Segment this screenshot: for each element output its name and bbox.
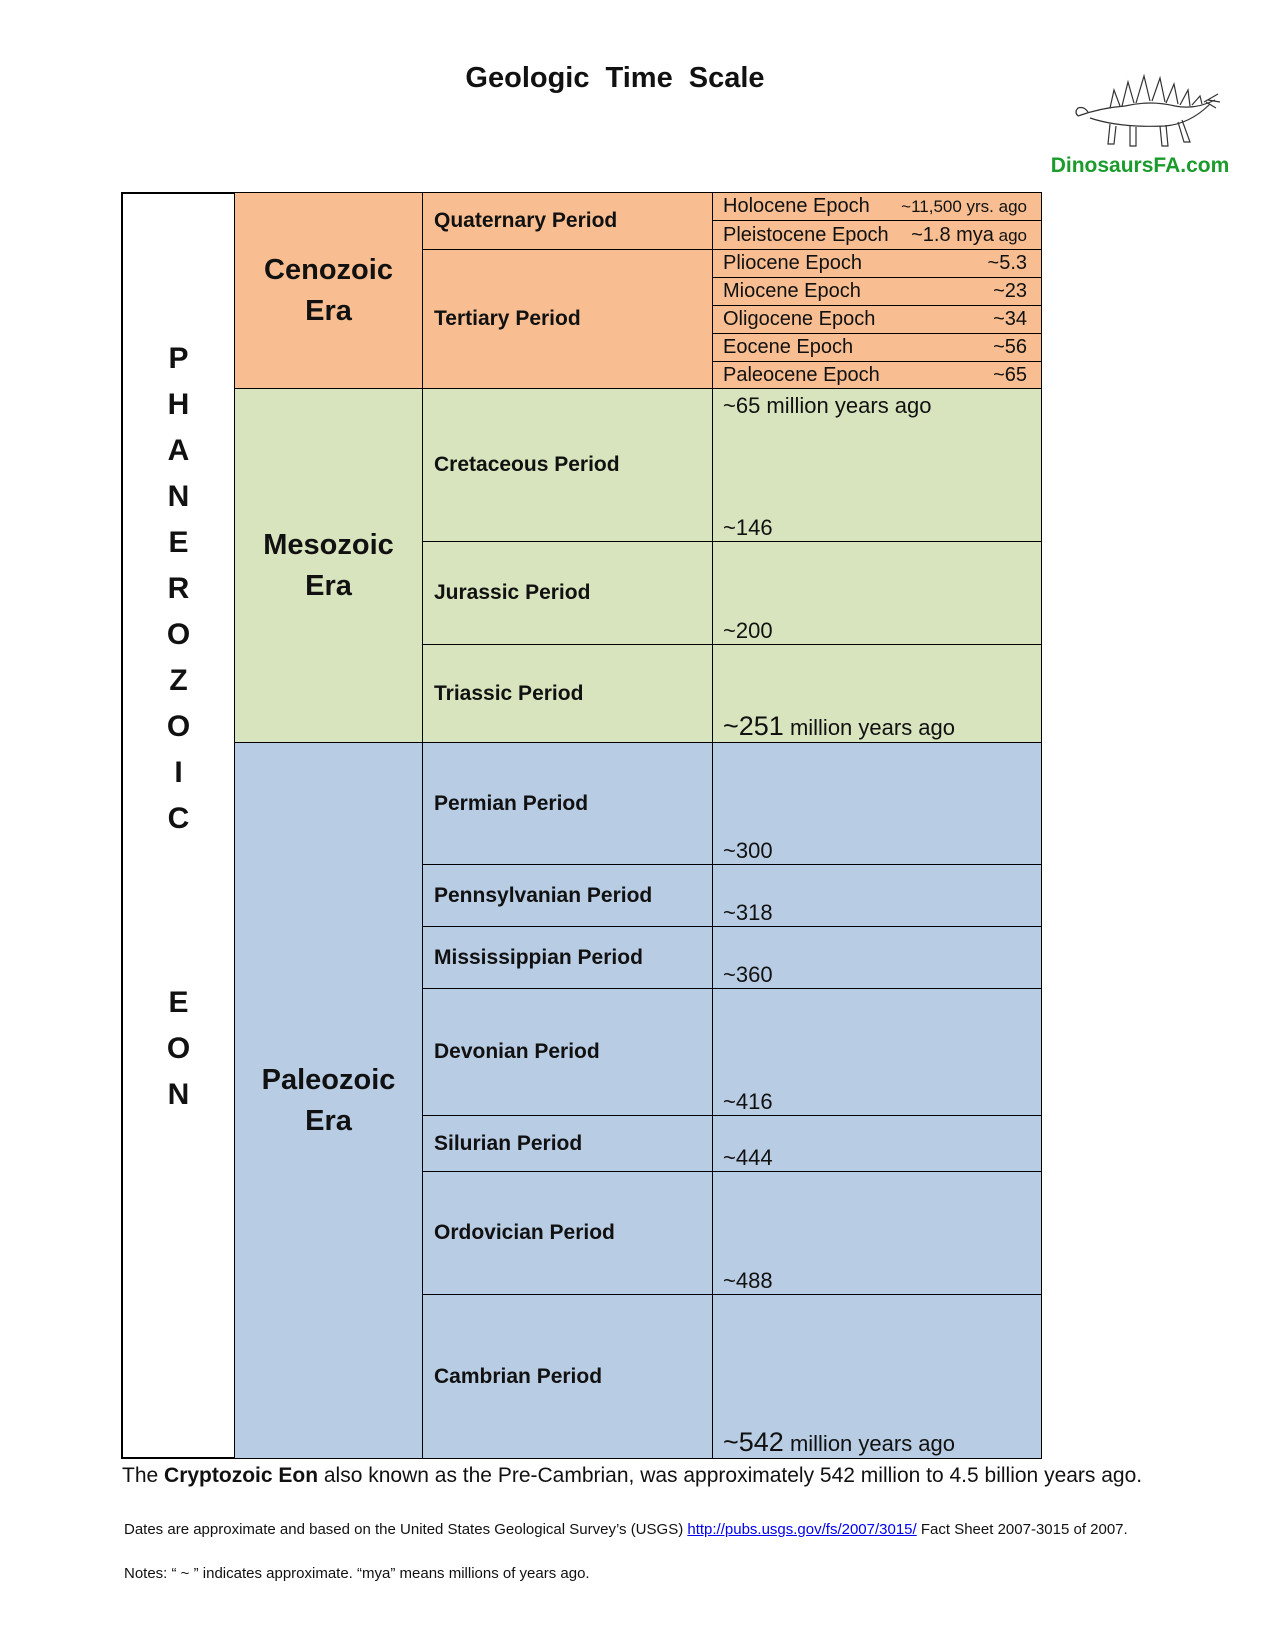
- eon-letter: N: [167, 1078, 190, 1111]
- period-triassic: Triassic Period: [422, 644, 713, 743]
- date-cretaceous: [712, 388, 1042, 542]
- date-pennsylvanian: [712, 864, 1042, 927]
- period-quaternary: Quaternary Period: [422, 192, 713, 250]
- epoch-miocene: [712, 277, 1042, 306]
- era-name: Paleozoic: [261, 1063, 396, 1096]
- date-bottom: ~146: [723, 515, 773, 540]
- era-cenozoic: [234, 192, 423, 389]
- date-bottom: ~542 million years ago: [723, 1427, 956, 1457]
- eon-letter: N: [167, 480, 190, 513]
- logo-text: DinosaursFA.com: [1050, 154, 1230, 177]
- date-jurassic: [712, 541, 1042, 645]
- logo[interactable]: [1050, 72, 1230, 182]
- epoch-age: ~23: [993, 280, 1027, 302]
- date-bottom: ~444: [723, 1145, 773, 1170]
- epoch-holocene: [712, 192, 1042, 221]
- eon-letter: Z: [169, 664, 188, 697]
- epoch-paleocene: [712, 361, 1042, 389]
- epoch-pliocene: [712, 249, 1042, 278]
- period-pennsylvanian: Pennsylvanian Period: [422, 864, 713, 927]
- date-bottom: ~488: [723, 1268, 773, 1293]
- epoch-age: ~34: [993, 308, 1027, 330]
- eon-letter: [123, 934, 234, 980]
- stegosaurus-icon: [1070, 72, 1220, 152]
- date-bottom: ~300: [723, 838, 773, 863]
- period-mississippian: Mississippian Period: [422, 926, 713, 989]
- epoch-name: Oligocene Epoch: [723, 308, 876, 330]
- period-cambrian: Cambrian Period: [422, 1294, 713, 1459]
- cryptozoic-note: The Cryptozoic Eon also known as the Pre-Cambrian, was approximately 542 million to 4.5 billion years ago.: [122, 1464, 1143, 1487]
- eon-letter: R: [167, 572, 190, 605]
- eon-letter: [123, 842, 234, 888]
- eon-letter: E: [168, 986, 189, 1019]
- cryptozoic-eon-term: Cryptozoic Eon: [164, 1464, 319, 1487]
- period-jurassic: Jurassic Period: [422, 541, 713, 645]
- epoch-age: ~5.3: [987, 252, 1027, 274]
- epoch-age: ~65: [993, 363, 1027, 386]
- era-name: Cenozoic: [264, 253, 393, 286]
- epoch-name: Pliocene Epoch: [723, 252, 862, 274]
- date-bottom: ~416: [723, 1089, 773, 1114]
- epoch-name: Miocene Epoch: [723, 280, 861, 302]
- eon-letter: I: [174, 756, 183, 789]
- period-silurian: Silurian Period: [422, 1115, 713, 1172]
- eon-letter: C: [167, 802, 190, 835]
- eon-letter: [123, 888, 234, 934]
- epoch-name: Holocene Epoch: [723, 195, 870, 217]
- epoch-name: Paleocene Epoch: [723, 363, 880, 386]
- eon-letter: O: [166, 710, 191, 743]
- date-bottom: ~360: [723, 962, 773, 987]
- epoch-eocene: [712, 333, 1042, 362]
- era-paleozoic: [234, 742, 423, 1459]
- eon-column: [121, 192, 236, 1459]
- date-bottom: ~251 million years ago: [723, 711, 956, 741]
- period-cretaceous: Cretaceous Period: [422, 388, 713, 542]
- date-cambrian: [712, 1294, 1042, 1459]
- era-suffix: Era: [305, 294, 352, 327]
- period-tertiary: Tertiary Period: [422, 249, 713, 389]
- era-mesozoic: [234, 388, 423, 743]
- source-footnote: Dates are approximate and based on the United States Geological Survey’s (USGS) http://pubs.usgs.gov/fs/2007/3015/ Fact Sheet 2007-3015 of 2007.: [124, 1521, 1128, 1538]
- date-mississippian: [712, 926, 1042, 989]
- era-suffix: Era: [305, 1104, 352, 1137]
- notes-footnote: Notes: “ ~ ” indicates approximate. “mya” means millions of years ago.: [124, 1565, 590, 1582]
- period-permian: Permian Period: [422, 742, 713, 865]
- page-title: Geologic Time Scale: [465, 62, 765, 94]
- era-suffix: Era: [305, 569, 352, 602]
- date-ordovician: [712, 1171, 1042, 1295]
- usgs-link[interactable]: http://pubs.usgs.gov/fs/2007/3015/: [687, 1521, 917, 1538]
- eon-letter: A: [167, 434, 190, 467]
- date-bottom: ~318: [723, 900, 773, 925]
- epoch-age: ~11,500 yrs. ago: [901, 196, 1027, 216]
- period-ordovician: Ordovician Period: [422, 1171, 713, 1295]
- date-bottom: ~200: [723, 618, 773, 643]
- epoch-name: Pleistocene Epoch: [723, 223, 889, 246]
- period-devonian: Devonian Period: [422, 988, 713, 1116]
- era-name: Mesozoic: [263, 528, 394, 561]
- eon-label: [123, 336, 234, 1118]
- epoch-age: ~56: [993, 336, 1027, 358]
- eon-letter: E: [168, 526, 189, 559]
- epoch-name: Eocene Epoch: [723, 336, 854, 358]
- epoch-age: ~1.8 mya ago: [911, 223, 1027, 246]
- eon-letter: O: [166, 618, 191, 651]
- eon-letter: P: [168, 342, 189, 375]
- date-top: ~65 million years ago: [723, 393, 932, 418]
- epoch-oligocene: [712, 305, 1042, 334]
- eon-letter: O: [166, 1032, 191, 1065]
- date-silurian: [712, 1115, 1042, 1172]
- epoch-pleistocene: [712, 220, 1042, 250]
- date-triassic: [712, 644, 1042, 743]
- date-devonian: [712, 988, 1042, 1116]
- time-scale-table: [121, 192, 1051, 1459]
- date-permian: [712, 742, 1042, 865]
- eon-letter: H: [167, 388, 190, 421]
